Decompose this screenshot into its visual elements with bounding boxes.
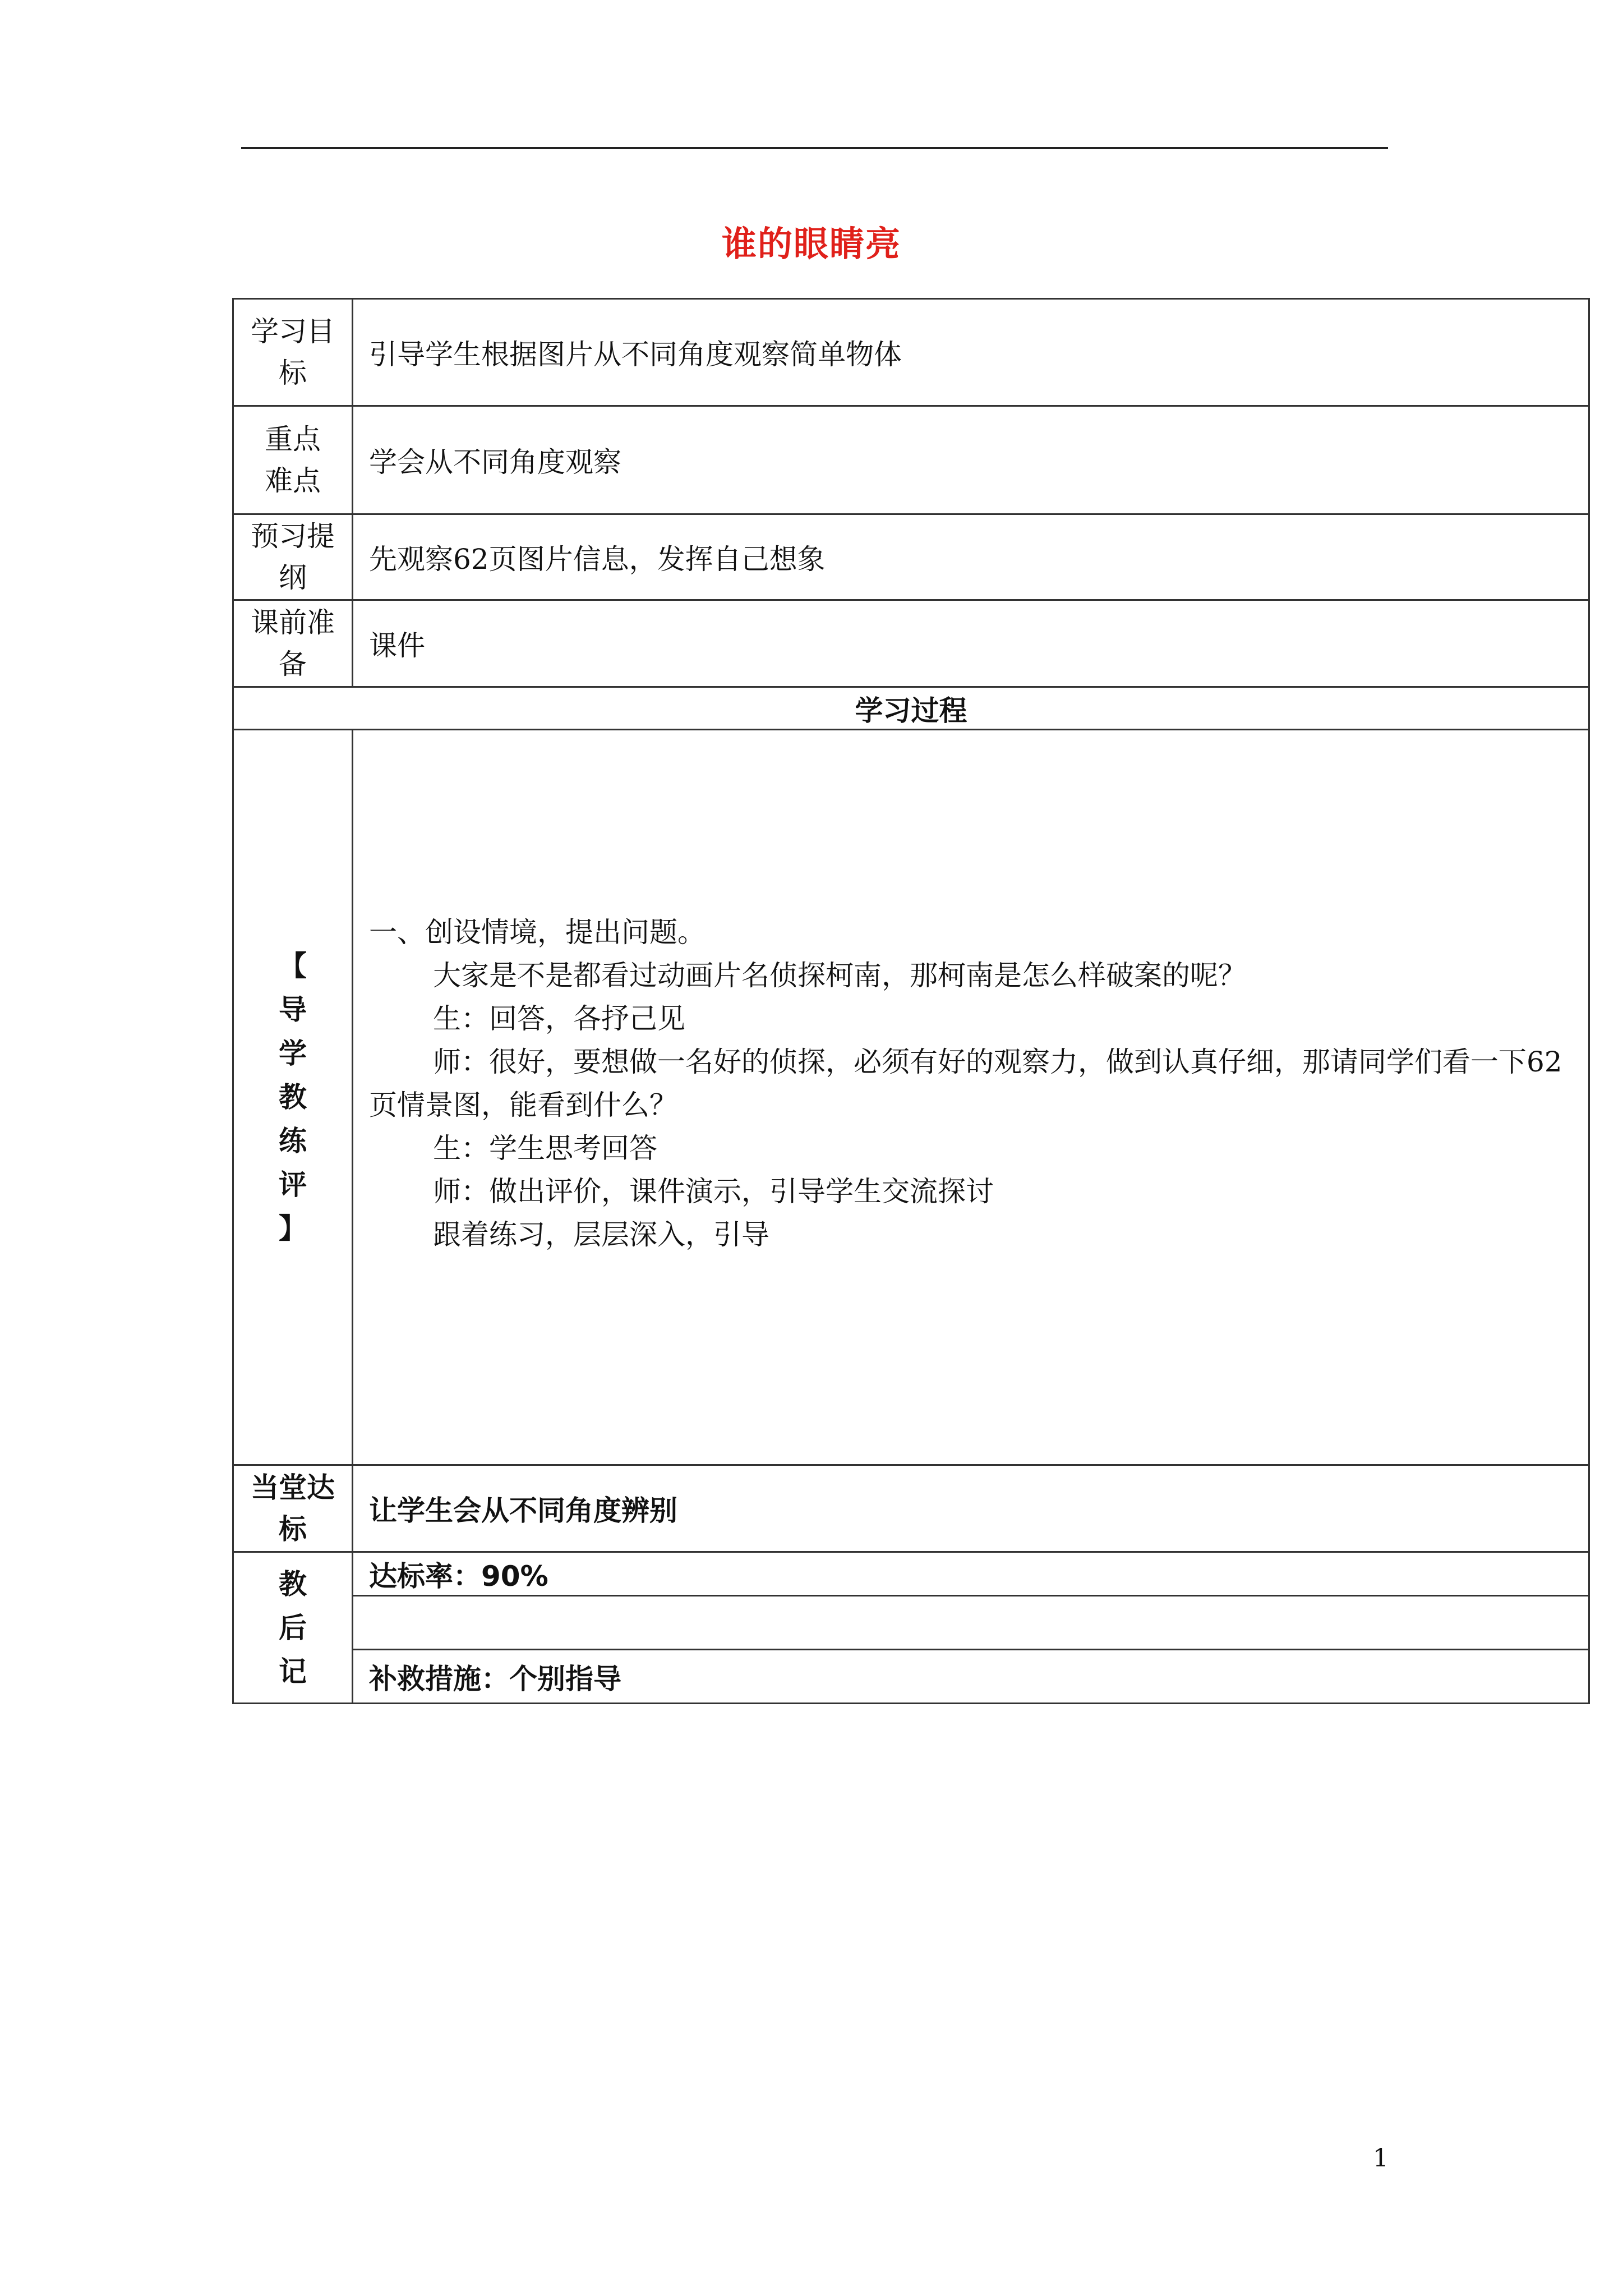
label-process xyxy=(233,730,353,1465)
row-assessment xyxy=(233,1465,1589,1552)
row-learning-goal xyxy=(233,299,1589,406)
label-char: 【 xyxy=(279,950,307,982)
label-char: 教 xyxy=(279,1567,307,1600)
header-rule xyxy=(241,147,1388,149)
row-preview xyxy=(233,514,1589,600)
label-learning-goal: 学习目标 xyxy=(233,299,353,406)
value-focus: 学会从不同角度观察 xyxy=(353,406,1589,514)
label-char: 】 xyxy=(279,1212,307,1245)
process-line: 师：做出评价，课件演示，引导学生交流探讨 xyxy=(433,1175,994,1208)
label-focus: 重点难点 xyxy=(233,406,353,514)
label-char: 后 xyxy=(279,1611,307,1644)
value-measure: 补救措施：个别指导 xyxy=(353,1650,1589,1704)
row-postnote-rate xyxy=(233,1552,1589,1596)
label-char: 评 xyxy=(279,1168,307,1201)
process-line: 生：回答，各抒己见 xyxy=(433,1002,685,1035)
row-postnote-measure xyxy=(233,1650,1589,1704)
row-section-title xyxy=(233,687,1589,730)
row-focus xyxy=(233,406,1589,514)
row-postnote-blank xyxy=(233,1596,1589,1650)
section-title: 学习过程 xyxy=(233,687,1589,730)
label-char: 教 xyxy=(279,1081,307,1114)
process-content xyxy=(353,730,1589,1465)
label-char: 学 xyxy=(279,1037,307,1070)
row-prep xyxy=(233,600,1589,687)
value-rate: 达标率：90% xyxy=(353,1552,1589,1596)
process-line: 大家是不是都看过动画片名侦探柯南，那柯南是怎么样破案的呢？ xyxy=(433,959,1246,992)
process-line: 跟着练习，层层深入，引导 xyxy=(433,1218,769,1251)
value-prep: 课件 xyxy=(353,600,1589,687)
label-prep: 课前准备 xyxy=(233,600,353,687)
process-line: 师：很好，要想做一名好的侦探，必须有好的观察力，做到认真仔细，那请同学们看一下62页情景图，能看到什么？ xyxy=(369,1046,1562,1121)
value-learning-goal: 引导学生根据图片从不同角度观察简单物体 xyxy=(353,299,1589,406)
page-number: 1 xyxy=(1373,2144,1389,2173)
label-char: 练 xyxy=(279,1125,307,1157)
row-process xyxy=(233,730,1589,1465)
value-blank xyxy=(353,1596,1589,1650)
lesson-plan-table xyxy=(232,298,1590,1704)
label-postnote xyxy=(233,1552,353,1704)
process-line: 一、创设情境，提出问题。 xyxy=(369,916,706,949)
label-char: 记 xyxy=(279,1655,307,1688)
value-preview: 先观察62页图片信息，发挥自己想象 xyxy=(353,514,1589,600)
label-assessment: 当堂达标 xyxy=(233,1465,353,1552)
value-assessment: 让学生会从不同角度辨别 xyxy=(353,1465,1589,1552)
label-preview: 预习提纲 xyxy=(233,514,353,600)
label-char: 导 xyxy=(279,993,307,1026)
process-line: 生：学生思考回答 xyxy=(433,1132,657,1165)
document-title: 谁的眼睛亮 xyxy=(721,223,901,264)
